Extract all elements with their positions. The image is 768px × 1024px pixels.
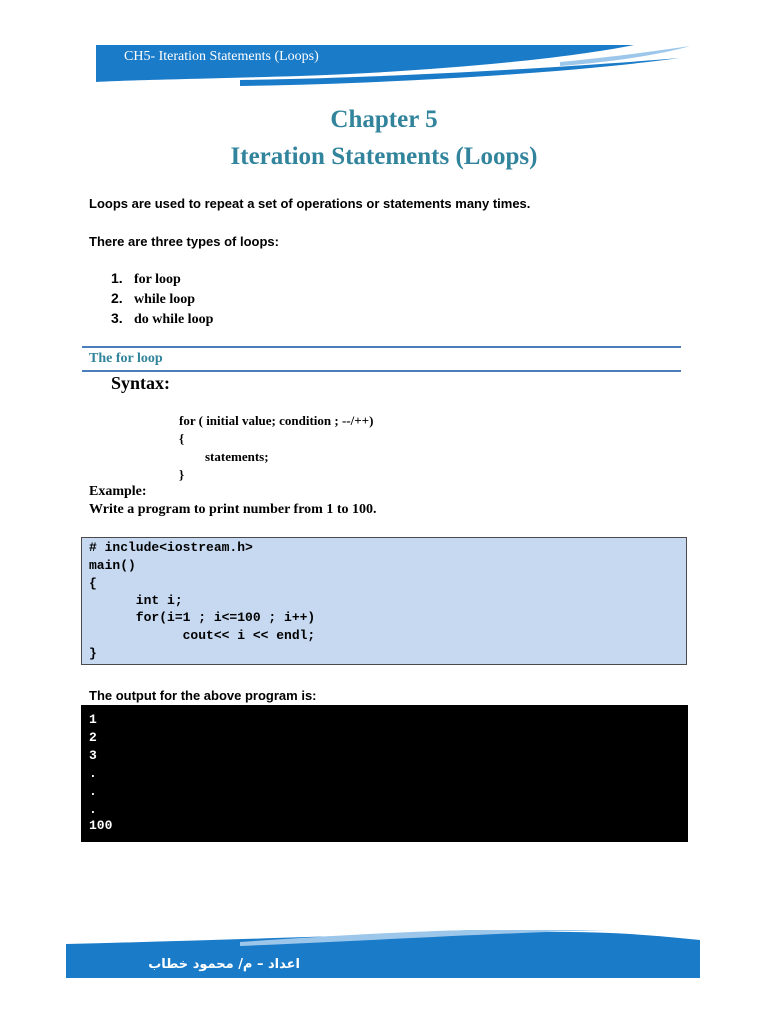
list-label: do while loop [134, 312, 214, 327]
divider-top [82, 346, 681, 348]
output-line: 1 [89, 712, 97, 727]
syntax-line: } [179, 467, 185, 482]
section-heading: The for loop [89, 351, 163, 366]
footer-text: اعداد – م/ محمود خطاب [148, 957, 300, 972]
list-number: 2. [111, 290, 123, 306]
list-item [111, 290, 195, 308]
code-line: # include<iostream.h> [89, 540, 253, 555]
chapter-number: Chapter 5 [330, 106, 438, 133]
output-line: 3 [89, 748, 97, 763]
output-line: 100 [89, 818, 113, 833]
code-line: { [89, 576, 97, 591]
syntax-line: for ( initial value; condition ; --/++) [179, 413, 374, 428]
code-line: main() [89, 558, 136, 573]
list-label: while loop [134, 292, 196, 307]
list-item [111, 310, 213, 328]
output-line: . [89, 766, 97, 781]
header-band [0, 0, 768, 100]
divider-bottom [82, 370, 681, 372]
code-line: for(i=1 ; i<=100 ; i++) [89, 610, 316, 625]
header-title: CH5- Iteration Statements (Loops) [124, 49, 319, 64]
output-line: 2 [89, 730, 97, 745]
syntax-label: Syntax: [111, 373, 171, 393]
chapter-title: Iteration Statements (Loops) [230, 143, 538, 170]
code-line: } [89, 646, 97, 661]
intro-text: Loops are used to repeat a set of operations or statements many times. [89, 196, 531, 211]
code-block [81, 537, 687, 665]
code-line: int i; [89, 593, 183, 608]
types-heading: There are three types of loops: [89, 234, 279, 249]
list-label: for loop [134, 272, 181, 287]
output-console [81, 705, 688, 842]
list-number: 1. [111, 270, 123, 286]
code-line: cout<< i << endl; [89, 628, 316, 643]
example-text: Write a program to print number from 1 to 100. [89, 502, 377, 517]
list-item [111, 270, 181, 288]
list-number: 3. [111, 310, 123, 326]
footer-band [0, 930, 768, 990]
example-label: Example: [89, 484, 147, 499]
syntax-line: statements; [179, 449, 269, 464]
output-heading: The output for the above program is: [89, 688, 317, 703]
syntax-line: { [179, 431, 185, 446]
output-line: . [89, 784, 97, 799]
output-line: . [89, 802, 97, 817]
